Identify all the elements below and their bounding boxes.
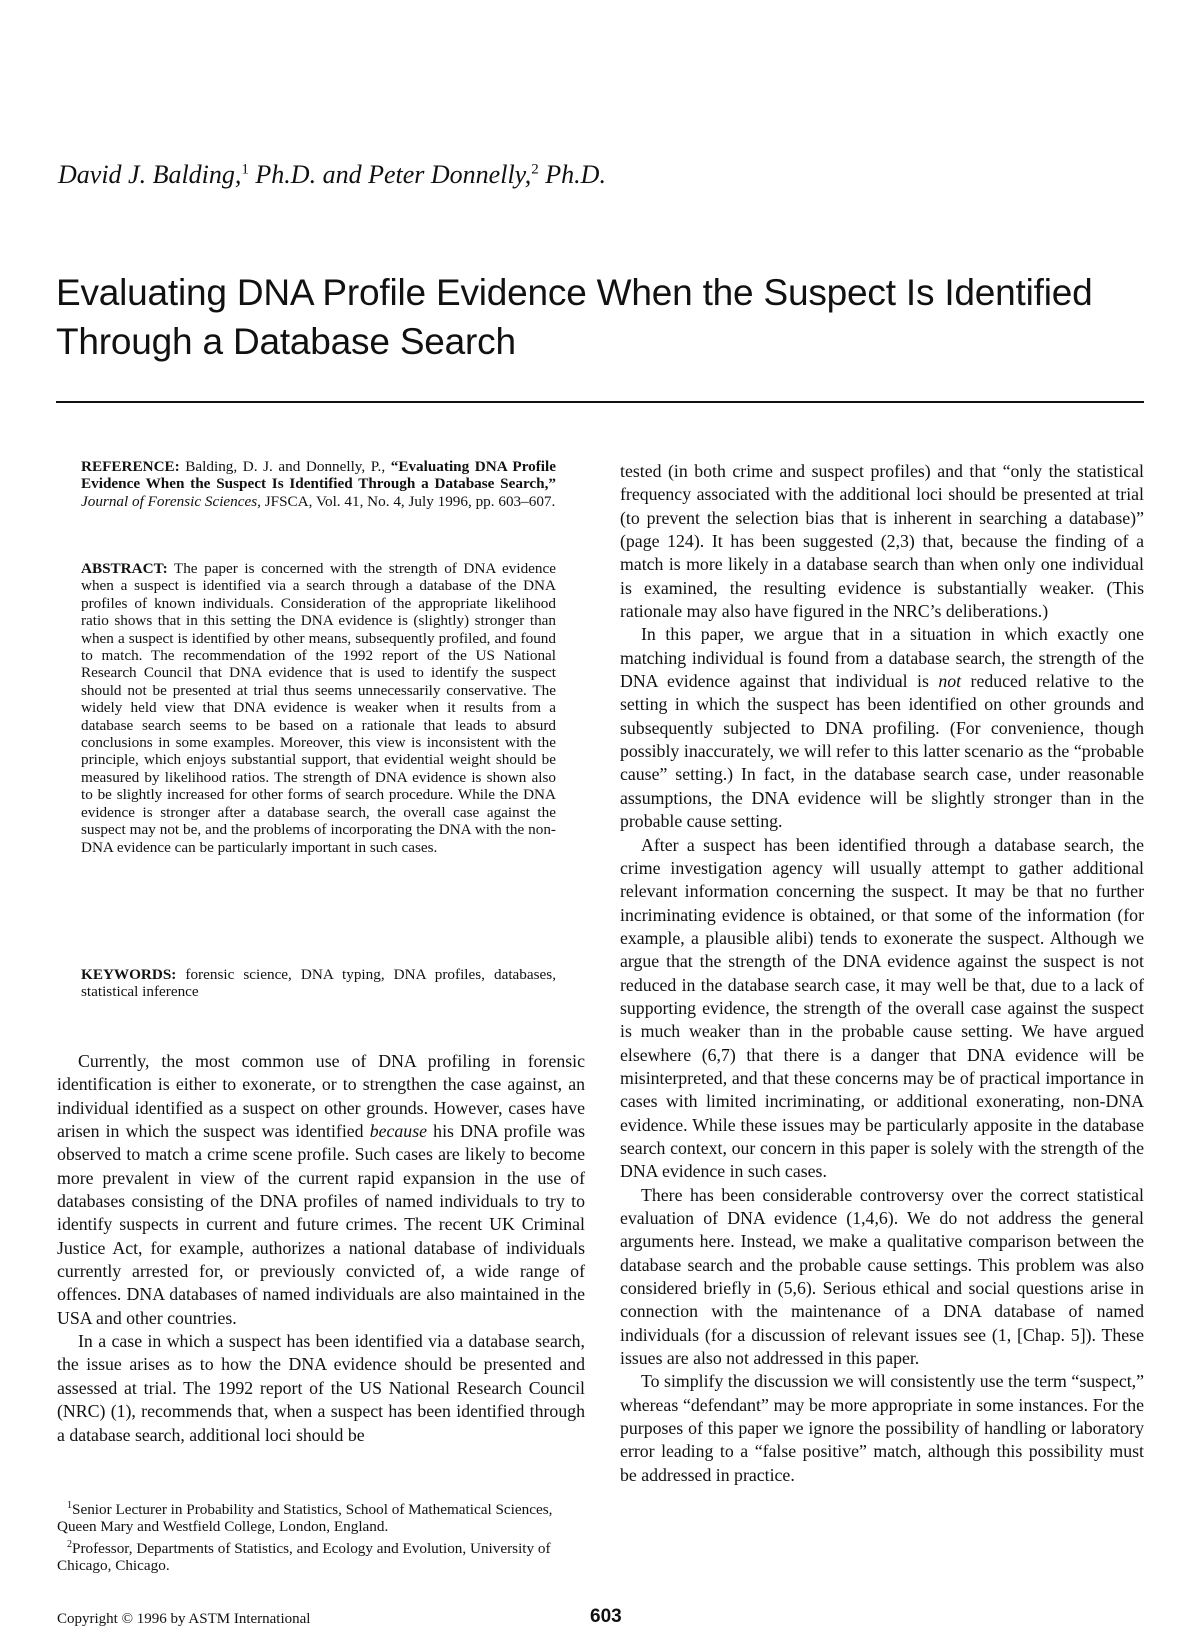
body-paragraph-2: In a case in which a suspect has been identified via a database search, the issue arises as to how the DNA evidence should be presented and assessed at trial. The 1992 report of the US National Research Council (NRC) (1), recommends that, when a suspect has been identified through a database search, additional loci should be (57, 1331, 585, 1445)
title-rule (56, 401, 1144, 403)
reference-authors: Balding, D. J. and Donnelly, P., (179, 458, 391, 475)
reference-label: REFERENCE: (81, 458, 180, 475)
author-2-degree: Ph.D. (538, 160, 606, 189)
body-text: In this paper, we argue that in a situation in which exactly one matching individual is found from a database search, the strength of the DNA evidence against that individual is (620, 624, 1144, 692)
reference-block (81, 458, 556, 510)
footnote-mark: 2 (67, 1538, 72, 1550)
copyright-notice: Copyright © 1996 by ASTM International (57, 1611, 311, 1627)
keywords-text: forensic science, DNA typing, DNA profiles, databases, statistical inference (81, 966, 556, 1001)
footnote-mark: 1 (67, 1500, 72, 1511)
right-column-body (620, 460, 1144, 1487)
footnote-1 (57, 1497, 585, 1536)
keywords-block (81, 966, 556, 1001)
footnotes (57, 1497, 585, 1575)
emphasis-text: not (938, 671, 962, 692)
author-1-degree: Ph.D. and (248, 160, 369, 189)
author-line (58, 160, 606, 190)
author-1-name: David J. Balding, (58, 160, 242, 189)
body-paragraph-3 (620, 623, 1144, 833)
body-paragraph-5: There has been considerable controversy over the correct statistical evaluation of DNA evidence (1,4,6). We do not address the general arguments here. Instead, we make a qualitative comparison between the database search and the probable cause settings. This problem was also considered briefly in (5,6). Serious ethical and social questions arise in connection with the maintenance of a DNA database of named individuals (for a discussion of relevant issues see (1, [Chap. 5]). These issues are also not addressed in this paper. (620, 1184, 1144, 1369)
author-2-footnote-mark: 2 (531, 161, 539, 178)
body-paragraph-1 (57, 1050, 585, 1330)
body-text: reduced relative to the setting in which the suspect has been identified on other grounds and subsequently subjected to DNA profiling. (For convenience, though possibly inaccurately, we will refer to this latter scenario as the “probable cause” setting.) In fact, in the database search case, under reasonable assumptions, the DNA evidence will be slightly stronger than in the probable cause setting. (620, 671, 1145, 832)
reference-details: JFSCA, Vol. 41, No. 4, July 1996, pp. 603–607. (260, 492, 556, 510)
reference-journal: Journal of Forensic Sciences, (81, 492, 261, 510)
author-1-footnote-mark: 1 (241, 161, 249, 178)
body-paragraph-6: To simplify the discussion we will consistently use the term “suspect,” whereas “defendant” may be more appropriate in some instances. For the purposes of this paper we ignore the possibility of handling or laboratory error leading to a “false positive” match, although this possibility must be addressed in practice. (620, 1371, 1144, 1485)
footnote-text: Senior Lecturer in Probability and Statistics, School of Mathematical Sciences, Queen Mary and Westfield College, London, England. (57, 1501, 553, 1536)
keywords-label: KEYWORDS: (81, 966, 177, 983)
body-text: Currently, the most common use of DNA profiling in forensic identification is either to exonerate, or to strengthen the case against, an individual identified as a suspect on other grounds. However, cases have arisen in which the suspect was identified (57, 1051, 585, 1142)
body-paragraph-continued: tested (in both crime and suspect profiles) and that “only the statistical frequency associated with the additional loci should be presented at trial (to prevent the selection bias that is inherent in searching a database)” (page 124). It has been suggested (2,3) that, because the finding of a match is more likely in a database search than when only one individual is examined, the resulting evidence is substantially weaker. (This rationale may also have figured in the NRC’s deliberations.) (620, 461, 1144, 622)
paper-title: Evaluating DNA Profile Evidence When the Suspect Is Identified Through a Database Search (56, 271, 1093, 362)
abstract-label: ABSTRACT: (81, 560, 168, 577)
footnote-text: Professor, Departments of Statistics, and Ecology and Evolution, University of Chicago, Chicago. (57, 1539, 551, 1575)
footnote-2 (57, 1536, 585, 1575)
page-number: 603 (590, 1606, 622, 1627)
reference-article-title: “Evaluating DNA Profile Evidence When the Suspect Is Identified Through a Database Search,” (81, 458, 556, 493)
abstract-text: The paper is concerned with the strength of DNA evidence when a suspect is identified via a search through a database of the DNA profiles of known individuals. Consideration of the appropriate likelihood ratio shows that in this setting the DNA evidence is (slightly) stronger than when a suspect is identified by other means, subsequently profiled, and found to match. The recommendation of the 1992 report of the US National Research Council that DNA evidence that is used to identify the suspect should not be presented at trial thus seems unnecessarily conservative. The widely held view that DNA evidence is weaker when it results from a database search seems to be based on a rationale that leads to absurd conclusions in some examples. Moreover, this view is inconsistent with the principle, which enjoys substantial support, that evidential weight should be measured by likelihood ratios. The strength of DNA evidence is shown also to be slightly increased for other forms of search procedure. While the DNA evidence is stronger after a database search, the overall case against the suspect may not be, and the problems of incorporating the DNA with the non-DNA evidence can be particularly important in such cases. (81, 560, 556, 856)
body-text: his DNA profile was observed to match a crime scene profile. Such cases are likely to become more prevalent in view of the current rapid expansion in the use of databases consisting of the DNA profiles of named individuals to try to identify suspects in current and future crimes. The recent UK Criminal Justice Act, for example, authorizes a national database of individuals currently arrested for, or previously convicted of, a wide range of offences. DNA databases of named individuals are also maintained in the USA and other countries. (57, 1121, 586, 1328)
body-paragraph-4: After a suspect has been identified through a database search, the crime investigation agency will usually attempt to gather additional relevant information concerning the suspect. It may be that no further incriminating evidence is obtained, or that some of the information (for example, a plausible alibi) tends to exonerate the suspect. Although we argue that the strength of the DNA evidence against the suspect is not reduced in the database search case, it may well be that, due to a lack of supporting evidence, the strength of the overall case against the suspect is much weaker than in the probable cause setting. We have argued elsewhere (6,7) that there is a danger that DNA evidence will be misinterpreted, and that these concerns may be of practical importance in cases with limited incriminating, or additional exonerating, non-DNA evidence. While these issues may be particularly apposite in the database search context, our concern in this paper is solely with the strength of the DNA evidence in such cases. (620, 834, 1144, 1182)
author-2-name: Peter Donnelly, (368, 160, 532, 189)
emphasis-text: because (369, 1121, 428, 1142)
left-column-body (57, 1050, 585, 1447)
abstract-block (81, 560, 556, 856)
